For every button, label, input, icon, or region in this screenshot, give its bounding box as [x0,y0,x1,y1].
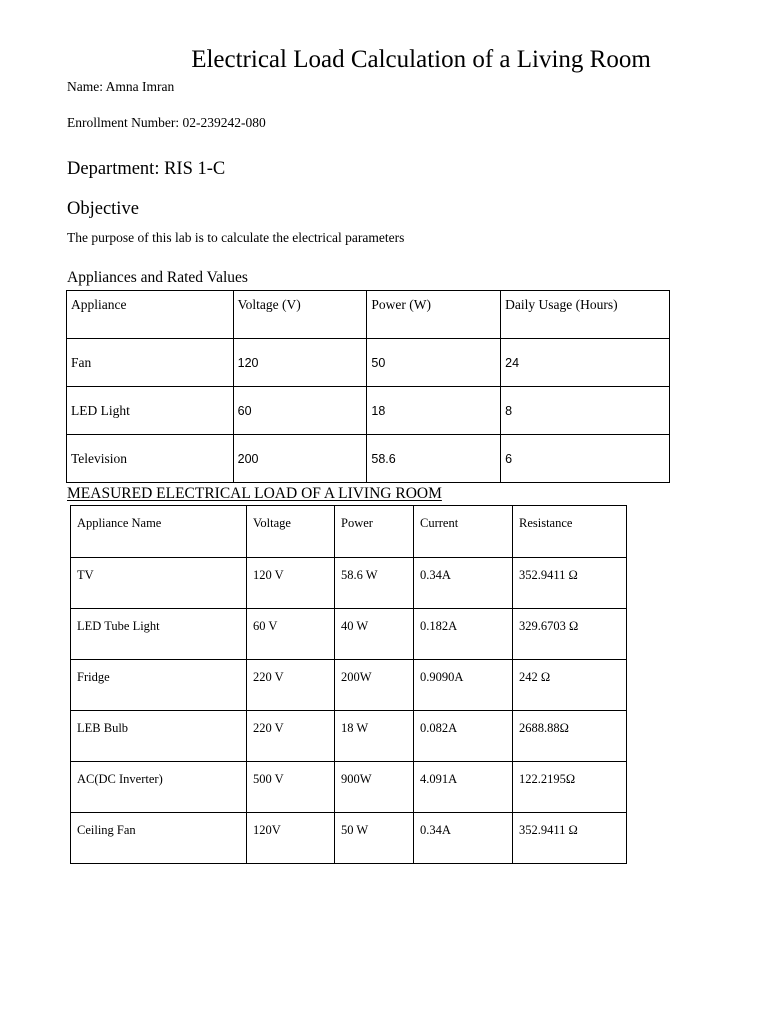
header-cell: Resistance [513,506,627,558]
table-cell: 120 V [247,558,335,609]
header-cell: Power (W) [367,291,501,339]
table-cell: 120V [247,813,335,864]
table-header-row [67,291,670,339]
table-row [71,609,627,660]
table-cell: 18 W [335,711,414,762]
table-row [67,339,670,387]
table-cell: 0.34A [414,558,513,609]
table-row [71,660,627,711]
header-cell: Power [335,506,414,558]
header-cell: Appliance [67,291,234,339]
table-cell: Television [67,435,234,483]
header-cell: Appliance Name [71,506,247,558]
table-cell: LED Light [67,387,234,435]
table-cell: 220 V [247,660,335,711]
table-cell: AC(DC Inverter) [71,762,247,813]
table-cell: 0.082A [414,711,513,762]
table-row [71,711,627,762]
table-cell: 500 V [247,762,335,813]
table-row [67,435,670,483]
table-cell: 0.182A [414,609,513,660]
table-cell: TV [71,558,247,609]
table-cell: 122.2195Ω [513,762,627,813]
table-cell: 58.6 [367,435,501,483]
rated-values-table [66,290,670,483]
header-cell: Voltage [247,506,335,558]
header-cell: Daily Usage (Hours) [501,291,670,339]
table-cell: 6 [501,435,670,483]
header-cell: Current [414,506,513,558]
page-title: Electrical Load Calculation of a Living Room [191,46,651,73]
table-row [71,762,627,813]
measured-table-caption: MEASURED ELECTRICAL LOAD OF A LIVING ROOM [67,485,442,502]
table-cell: 50 [367,339,501,387]
table-cell: 4.091A [414,762,513,813]
table-cell: 8 [501,387,670,435]
table-row [71,558,627,609]
objective-text: The purpose of this lab is to calculate the electrical parameters [67,230,405,245]
table-cell: 50 W [335,813,414,864]
department-line: Department: RIS 1-C [67,159,226,179]
table-row [71,813,627,864]
table-cell: 120 [233,339,367,387]
table-cell: 2688.88Ω [513,711,627,762]
table-row [67,387,670,435]
table-cell: 200 [233,435,367,483]
table-cell: Fan [67,339,234,387]
name-line: Name: Amna Imran [67,79,175,94]
rated-table-caption: Appliances and Rated Values [67,269,248,286]
table-cell: 200W [335,660,414,711]
table-cell: 352.9411 Ω [513,813,627,864]
table-cell: 58.6 W [335,558,414,609]
table-cell: 60 V [247,609,335,660]
table-cell: LEB Bulb [71,711,247,762]
table-cell: Ceiling Fan [71,813,247,864]
measured-load-table [70,505,627,864]
table-cell: 0.9090A [414,660,513,711]
table-cell: 242 Ω [513,660,627,711]
table-header-row [71,506,627,558]
header-cell: Voltage (V) [233,291,367,339]
table-cell: 40 W [335,609,414,660]
table-cell: 0.34A [414,813,513,864]
enrollment-line: Enrollment Number: 02-239242-080 [67,115,266,130]
table-cell: LED Tube Light [71,609,247,660]
table-cell: 352.9411 Ω [513,558,627,609]
table-cell: 329.6703 Ω [513,609,627,660]
table-cell: 900W [335,762,414,813]
table-cell: 60 [233,387,367,435]
table-cell: 24 [501,339,670,387]
table-cell: 18 [367,387,501,435]
table-cell: Fridge [71,660,247,711]
objective-heading: Objective [67,199,139,219]
table-cell: 220 V [247,711,335,762]
